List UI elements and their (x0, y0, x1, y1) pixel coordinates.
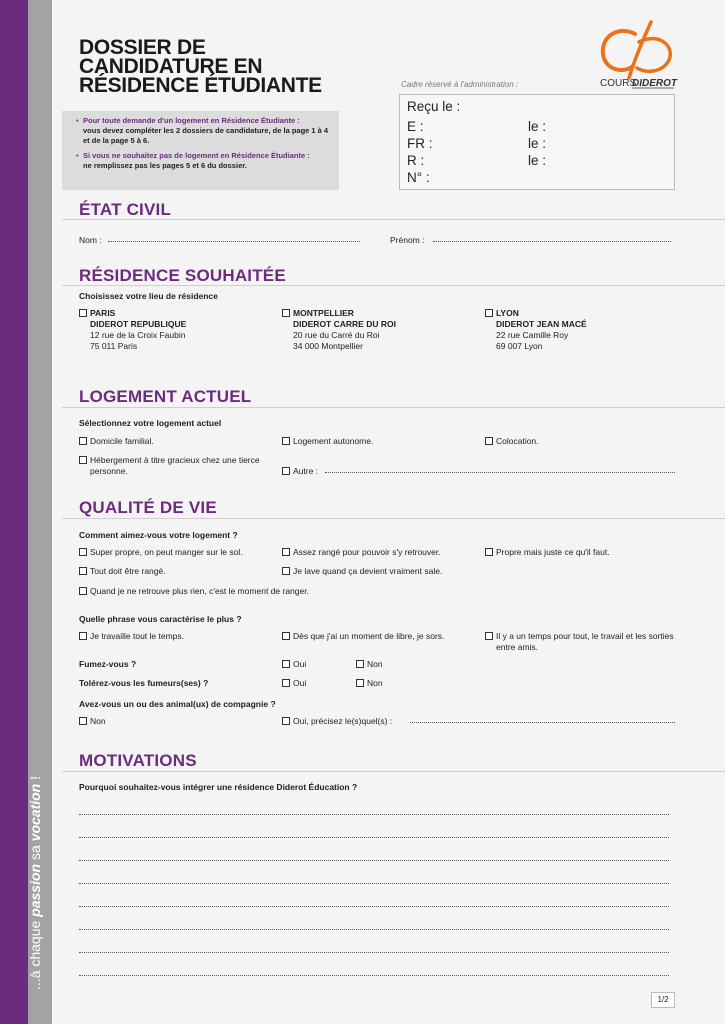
option-propre-juste[interactable]: Propre mais juste ce qu'il faut. (485, 547, 610, 558)
divider (62, 771, 725, 772)
option-temps-pour-tout[interactable]: Il y a un temps pour tout, le travail et les sorties entre amis. (485, 631, 675, 653)
checkbox[interactable] (282, 632, 290, 640)
motivation-line[interactable] (79, 906, 669, 907)
sidebar-accent-bar (0, 0, 28, 1024)
motivation-line[interactable] (79, 952, 669, 953)
svg-text:COURS: COURS (600, 78, 637, 89)
admin-r: R : (407, 153, 425, 168)
question-animal: Avez-vous un ou des animal(ux) de compagnie ? (79, 699, 276, 709)
checkbox[interactable] (79, 456, 87, 464)
animal-non[interactable]: Non (79, 716, 106, 727)
motivation-line[interactable] (79, 929, 669, 930)
animal-field[interactable] (410, 722, 675, 723)
title-line-2: CANDIDATURE EN (79, 55, 263, 78)
admin-fr: FR : (407, 136, 433, 151)
section-title-residence: RÉSIDENCE SOUHAITÉE (79, 266, 286, 285)
checkbox[interactable] (79, 548, 87, 556)
checkbox[interactable] (282, 437, 290, 445)
admin-box (399, 94, 675, 190)
checkbox[interactable] (79, 632, 87, 640)
option-assez-range[interactable]: Assez rangé pour pouvoir s'y retrouver. (282, 547, 441, 558)
section-title-motivations: MOTIVATIONS (79, 751, 197, 770)
motivation-line[interactable] (79, 975, 669, 976)
nom-label: Nom : (79, 235, 102, 245)
checkbox[interactable] (282, 717, 290, 725)
nom-field[interactable] (108, 241, 360, 242)
section-title-logement: LOGEMENT ACTUEL (79, 387, 252, 406)
logement-prompt: Sélectionnez votre logement actuel (79, 418, 222, 428)
checkbox[interactable] (282, 467, 290, 475)
option-tout-range[interactable]: Tout doit être rangé. (79, 566, 166, 577)
fumez-oui[interactable]: Oui (282, 659, 306, 670)
logement-option-domicile[interactable]: Domicile familial. (79, 436, 154, 447)
instructions-box (62, 111, 339, 190)
tolerez-oui[interactable]: Oui (282, 678, 306, 689)
divider (62, 219, 725, 220)
motivation-line[interactable] (79, 860, 669, 861)
checkbox[interactable] (282, 567, 290, 575)
option-sors[interactable]: Dès que j'ai un moment de libre, je sors. (282, 631, 444, 642)
checkbox[interactable] (79, 567, 87, 575)
section-title-etat-civil: ÉTAT CIVIL (79, 200, 172, 219)
residence-prompt: Choisissez votre lieu de résidence (79, 291, 218, 301)
checkbox[interactable] (356, 660, 364, 668)
checkbox[interactable] (485, 437, 493, 445)
title-line-1: DOSSIER DE (79, 36, 206, 59)
svg-text:DIDEROT: DIDEROT (632, 78, 677, 89)
checkbox[interactable] (79, 437, 87, 445)
motivation-line[interactable] (79, 814, 669, 815)
checkbox[interactable] (282, 309, 290, 317)
page-number: 1/2 (651, 992, 675, 1008)
admin-recu: Reçu le : (407, 99, 461, 114)
logement-option-autonome[interactable]: Logement autonome. (282, 436, 373, 447)
option-lave-sale[interactable]: Je lave quand ça devient vraiment sale. (282, 566, 442, 577)
admin-label: Cadre réservé à l'administration : (401, 80, 519, 89)
question-caractere: Quelle phrase vous caractérise le plus ? (79, 614, 242, 624)
prenom-field[interactable] (433, 241, 671, 242)
title-line-3: RÉSIDENCE ÉTUDIANTE (79, 74, 322, 97)
residence-option-montpellier[interactable]: MONTPELLIER DIDEROT CARRE DU ROI 20 rue du Carré du Roi 34 000 Montpellier (282, 308, 396, 352)
divider (62, 285, 725, 286)
section-title-qualite: QUALITÉ DE VIE (79, 498, 217, 517)
checkbox[interactable] (282, 548, 290, 556)
question-logement: Comment aimez-vous votre logement ? (79, 530, 238, 540)
checkbox[interactable] (485, 632, 493, 640)
option-travaille[interactable]: Je travaille tout le temps. (79, 631, 184, 642)
checkbox[interactable] (356, 679, 364, 687)
checkbox[interactable] (485, 309, 493, 317)
logement-option-autre[interactable]: Autre : (282, 466, 318, 477)
fumez-non[interactable]: Non (356, 659, 383, 670)
residence-option-paris[interactable]: PARIS DIDEROT REPUBLIQUE 12 rue de la Croix Faubin 75 011 Paris (79, 308, 186, 352)
prenom-label: Prénom : (390, 235, 425, 245)
divider (62, 518, 725, 519)
checkbox[interactable] (79, 717, 87, 725)
question-tolerez: Tolérez-vous les fumeurs(ses) ? (79, 678, 209, 688)
animal-oui[interactable]: Oui, précisez le(s)quel(s) : (282, 716, 392, 727)
cours-diderot-logo (593, 20, 683, 90)
autre-field[interactable] (325, 472, 675, 473)
checkbox[interactable] (282, 679, 290, 687)
admin-e: E : (407, 119, 424, 134)
motivation-line[interactable] (79, 837, 669, 838)
checkbox[interactable] (79, 309, 87, 317)
checkbox[interactable] (282, 660, 290, 668)
divider (62, 407, 725, 408)
residence-option-lyon[interactable]: LYON DIDEROT JEAN MACÉ 22 rue Camille Roy 69 007 Lyon (485, 308, 587, 352)
checkbox[interactable] (485, 548, 493, 556)
instruction-item: • Pour toute demande d'un logement en Résidence Étudiante : vous devez compléter les 2 dossiers de candidature, de la page 1 à 4 et de la page 5 à 6. (76, 116, 331, 146)
checkbox[interactable] (79, 587, 87, 595)
question-motivation: Pourquoi souhaitez-vous intégrer une résidence Diderot Éducation ? (79, 782, 358, 792)
logement-option-hebergement[interactable]: Hébergement à titre gracieux chez une tierce personne. (79, 455, 269, 477)
admin-le: le : (528, 119, 547, 134)
admin-no: N° : (407, 170, 430, 185)
question-fumez: Fumez-vous ? (79, 659, 137, 669)
motivation-line[interactable] (79, 883, 669, 884)
page-title (79, 38, 322, 95)
option-super-propre[interactable]: Super propre, on peut manger sur le sol. (79, 547, 243, 558)
tolerez-non[interactable]: Non (356, 678, 383, 689)
admin-le: le : (528, 153, 547, 168)
instruction-item: • Si vous ne souhaitez pas de logement en Résidence Étudiante : ne remplissez pas les pages 5 et 6 du dossier. (76, 151, 331, 171)
option-plus-rien[interactable]: Quand je ne retrouve plus rien, c'est le moment de ranger. (79, 586, 309, 597)
admin-le: le : (528, 136, 547, 151)
sidebar-slogan: ...à chaque passion sa vocation ! (27, 775, 43, 990)
logement-option-colocation[interactable]: Colocation. (485, 436, 539, 447)
